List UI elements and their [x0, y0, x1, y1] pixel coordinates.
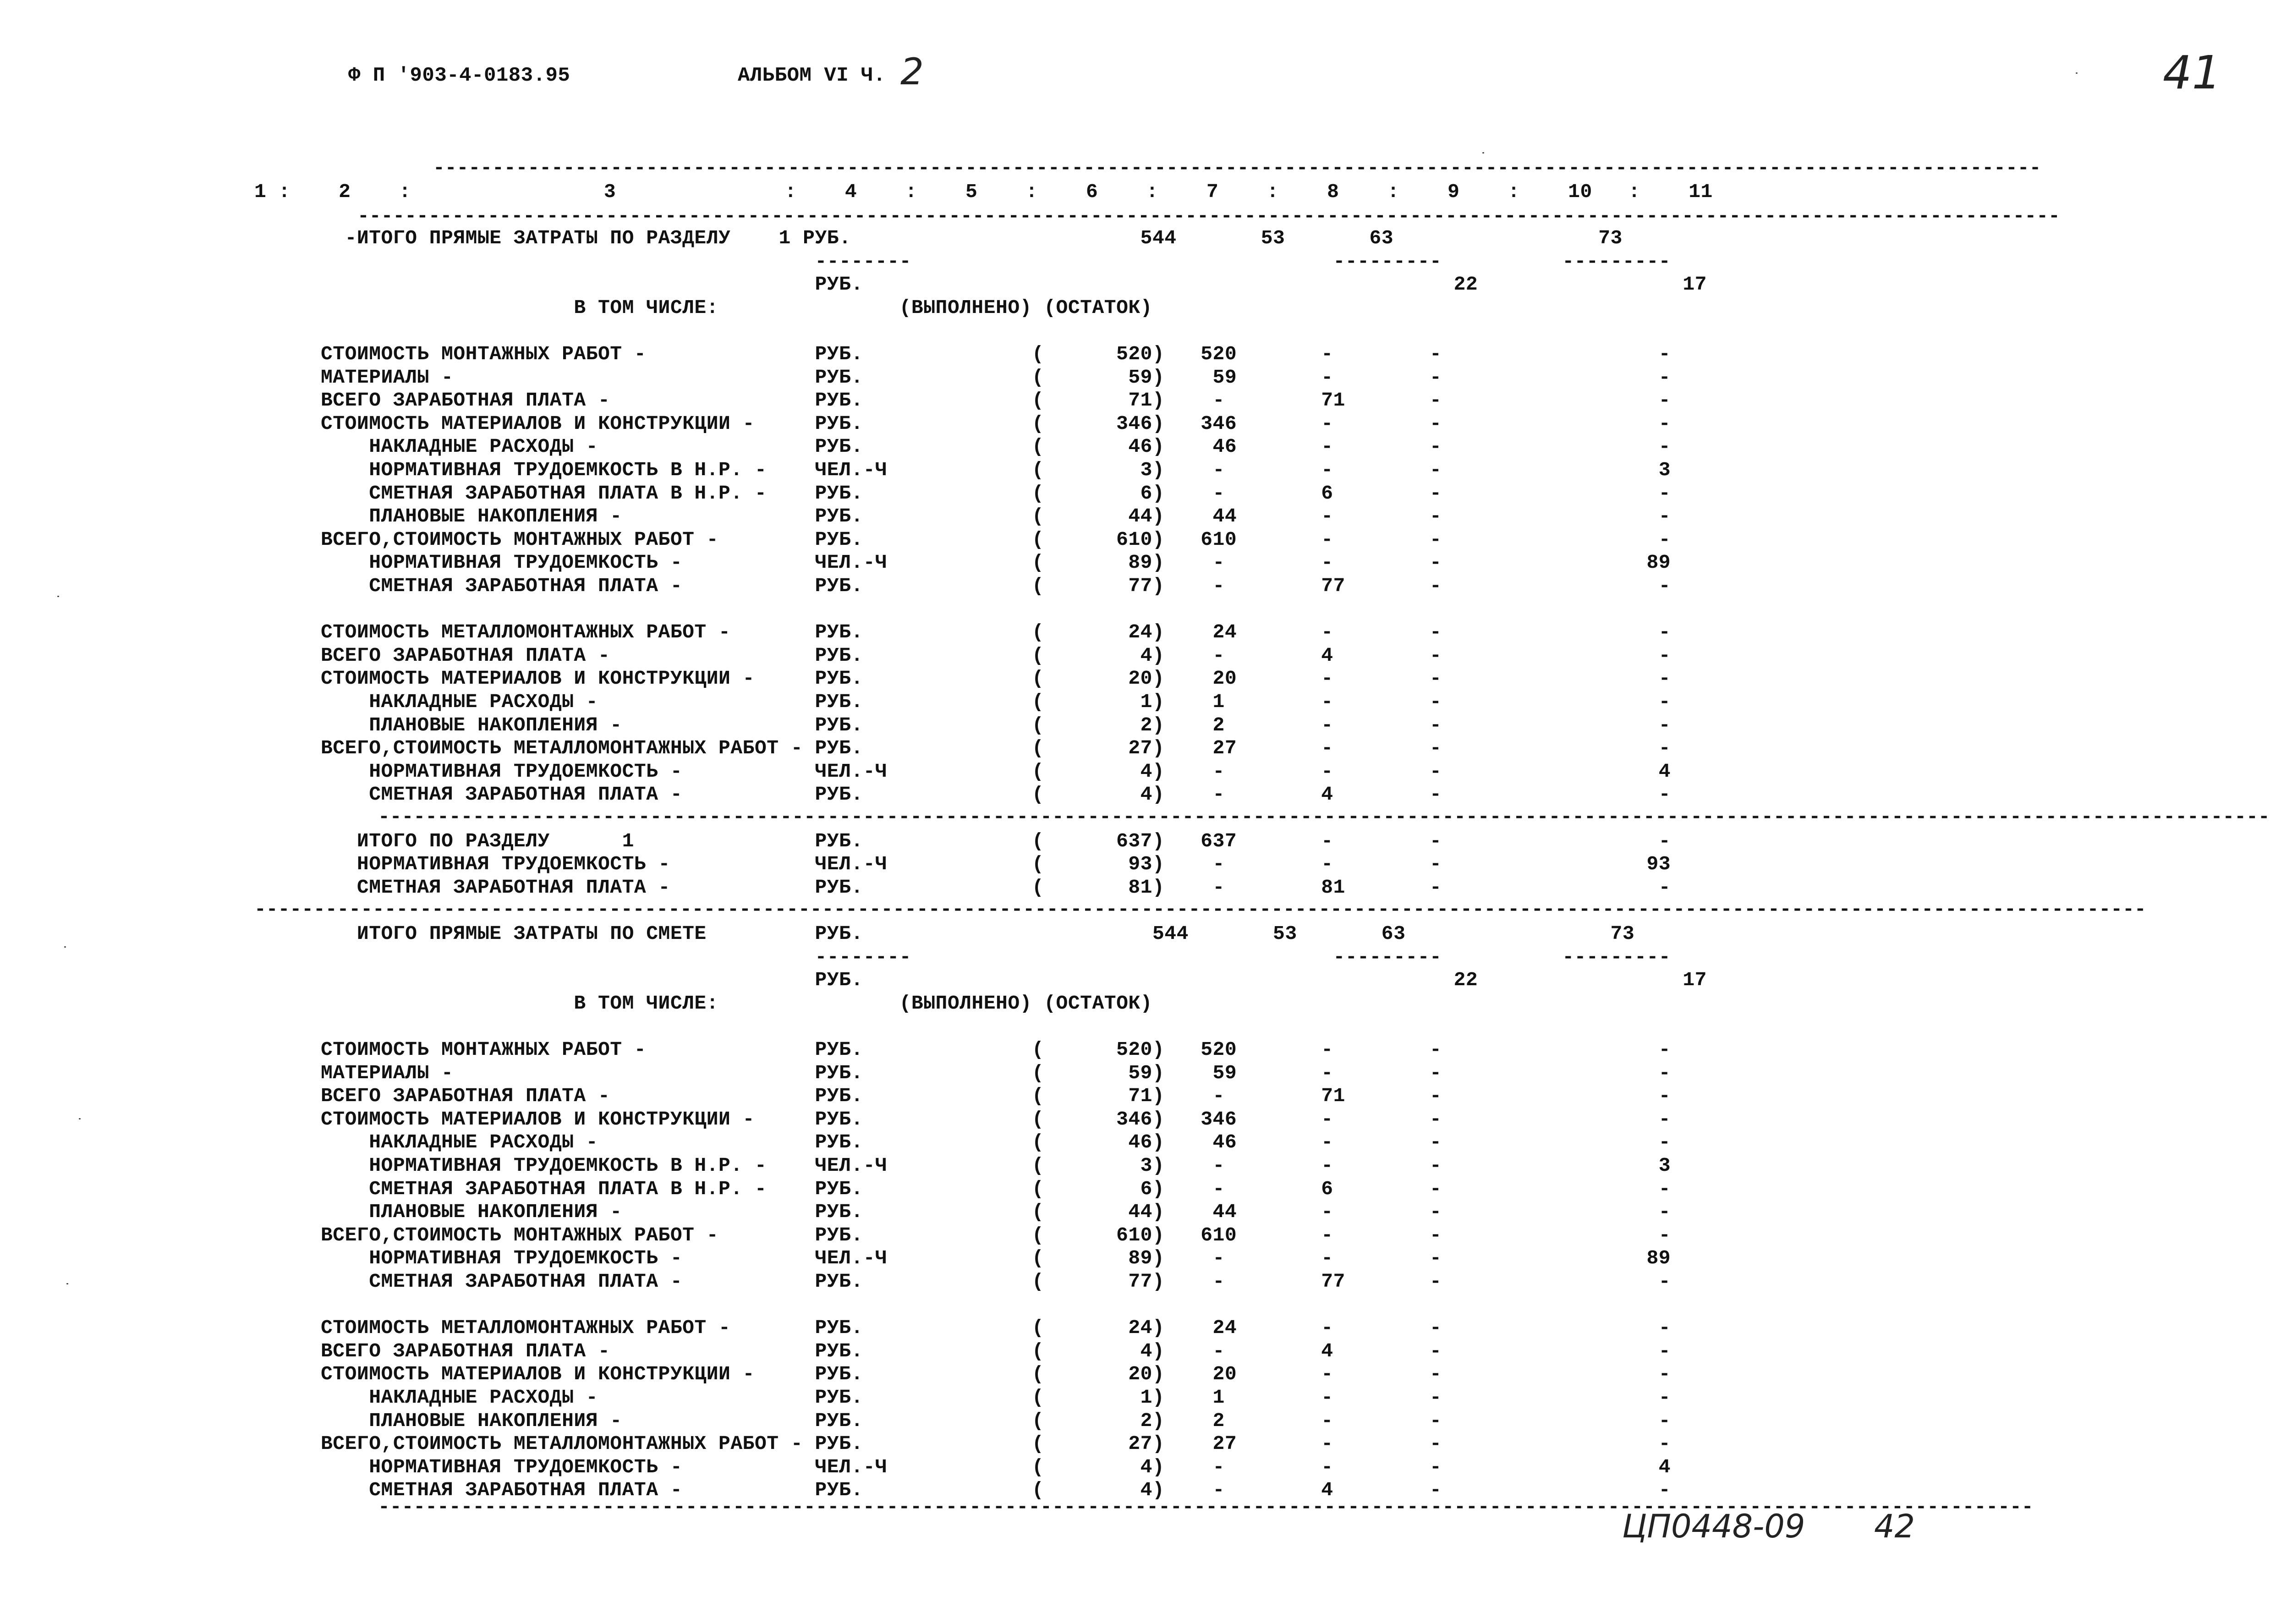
scan-speck — [57, 596, 59, 597]
estimate-body — [254, 226, 2270, 1509]
scan-speck — [66, 1283, 68, 1284]
estimate-line: -------- --------- --------- — [321, 250, 1671, 273]
estimate-line: СТОИМОСТЬ МЕТАЛЛОМОНТАЖНЫХ РАБОТ - РУБ. ( 24) 24 - - - — [321, 1317, 1671, 1339]
estimate-line: НАКЛАДНЫЕ РАСХОДЫ - РУБ. ( 1) 1 - - - — [321, 1386, 1671, 1409]
album-part-handwritten: 2 — [900, 50, 924, 93]
estimate-line: НОРМАТИВНАЯ ТРУДОЕМКОСТЬ В Н.Р. - ЧЕЛ.-Ч ( 3) - - - 3 — [321, 459, 1671, 481]
estimate-line: СТОИМОСТЬ МАТЕРИАЛОВ И КОНСТРУКЦИИ - РУБ. ( 346) 346 - - - — [321, 412, 1671, 435]
estimate-line: СМЕТНАЯ ЗАРАБОТНАЯ ПЛАТА - РУБ. ( 81) - 81 - - — [321, 876, 1671, 899]
estimate-line: СМЕТНАЯ ЗАРАБОТНАЯ ПЛАТА В Н.Р. - РУБ. ( 6) - 6 - - — [321, 1178, 1671, 1200]
estimate-line: СТОИМОСТЬ МАТЕРИАЛОВ И КОНСТРУКЦИИ - РУБ. ( 20) 20 - - - — [321, 1363, 1671, 1385]
estimate-line: РУБ. 22 17 — [321, 273, 1707, 296]
estimate-line: ПЛАНОВЫЕ НАКОПЛЕНИЯ - РУБ. ( 44) 44 - - - — [321, 1201, 1671, 1223]
estimate-line: СТОИМОСТЬ МЕТАЛЛОМОНТАЖНЫХ РАБОТ - РУБ. ( 24) 24 - - - — [321, 621, 1671, 643]
estimate-line: -------- --------- --------- — [321, 946, 1671, 968]
document-code: Ф П '903-4-0183.95 — [348, 64, 570, 87]
estimate-line: НОРМАТИВНАЯ ТРУДОЕМКОСТЬ - ЧЕЛ.-Ч ( 93) - - - 93 — [321, 853, 1671, 875]
estimate-line: СМЕТНАЯ ЗАРАБОТНАЯ ПЛАТА - РУБ. ( 4) - 4 - - — [321, 783, 1671, 806]
scan-speck — [79, 1118, 81, 1119]
scan-speck — [2076, 72, 2078, 74]
estimate-line: НОРМАТИВНАЯ ТРУДОЕМКОСТЬ - ЧЕЛ.-Ч ( 89) - - - 89 — [321, 1247, 1671, 1269]
estimate-line: СМЕТНАЯ ЗАРАБОТНАЯ ПЛАТА - РУБ. ( 4) - 4 - - — [321, 1479, 1671, 1501]
footer-doc-number: ЦП0448-09 — [1622, 1508, 1805, 1545]
estimate-line: ИТОГО ПРЯМЫЕ ЗАТРАТЫ ПО СМЕТЕ РУБ. 544 53 63 73 — [321, 922, 1635, 945]
estimate-line: СТОИМОСТЬ МОНТАЖНЫХ РАБОТ - РУБ. ( 520) 520 - - - — [321, 343, 1671, 365]
estimate-line: ВСЕГО,СТОИМОСТЬ МОНТАЖНЫХ РАБОТ - РУБ. ( 610) 610 - - - — [321, 1224, 1671, 1246]
estimate-line: НОРМАТИВНАЯ ТРУДОЕМКОСТЬ - ЧЕЛ.-Ч ( 89) - - - 89 — [321, 551, 1671, 574]
estimate-line: ПЛАНОВЫЕ НАКОПЛЕНИЯ - РУБ. ( 44) 44 - - - — [321, 505, 1671, 527]
estimate-line: МАТЕРИАЛЫ - РУБ. ( 59) 59 - - - — [321, 366, 1671, 389]
estimate-line: -ИТОГО ПРЯМЫЕ ЗАТРАТЫ ПО РАЗДЕЛУ 1 РУБ. 544 53 63 73 — [321, 227, 1623, 249]
estimate-line: ИТОГО ПО РАЗДЕЛУ 1 РУБ. ( 637) 637 - - - — [321, 830, 1671, 852]
estimate-line: ВСЕГО ЗАРАБОТНАЯ ПЛАТА - РУБ. ( 4) - 4 - - — [321, 1340, 1671, 1362]
estimate-line: ВСЕГО ЗАРАБОТНАЯ ПЛАТА - РУБ. ( 71) - 71 - - — [321, 389, 1671, 411]
estimate-line: СМЕТНАЯ ЗАРАБОТНАЯ ПЛАТА - РУБ. ( 77) - 77 - - — [321, 575, 1671, 597]
column-numbers-rule: ------------------------------------------------------------------------------------------------------------------------------------------------ — [357, 205, 2060, 227]
estimate-line: НОРМАТИВНАЯ ТРУДОЕМКОСТЬ - ЧЕЛ.-Ч ( 4) - - - 4 — [321, 1456, 1671, 1478]
estimate-line: СМЕТНАЯ ЗАРАБОТНАЯ ПЛАТА В Н.Р. - РУБ. ( 6) - 6 - - — [321, 482, 1671, 505]
estimate-line: ПЛАНОВЫЕ НАКОПЛЕНИЯ - РУБ. ( 2) 2 - - - — [321, 1410, 1671, 1432]
estimate-line: НОРМАТИВНАЯ ТРУДОЕМКОСТЬ - ЧЕЛ.-Ч ( 4) - - - 4 — [321, 760, 1671, 783]
footer-page-number: 42 — [1874, 1508, 1915, 1545]
estimate-line: ВСЕГО,СТОИМОСТЬ МОНТАЖНЫХ РАБОТ - РУБ. ( 610) 610 - - - — [321, 528, 1671, 551]
estimate-line: В ТОМ ЧИСЛЕ: (ВЫПОЛНЕНО) (ОСТАТОК) — [321, 296, 1152, 319]
estimate-line: ПЛАНОВЫЕ НАКОПЛЕНИЯ - РУБ. ( 2) 2 - - - — [321, 714, 1671, 736]
estimate-line: СТОИМОСТЬ МОНТАЖНЫХ РАБОТ - РУБ. ( 520) 520 - - - — [321, 1038, 1671, 1061]
album-label: АЛЬБОМ VI Ч. — [738, 64, 886, 87]
top-rule: ---------------------------------------------------------------------------------------------------------------------------------------- — [433, 157, 2041, 179]
estimate-line: НАКЛАДНЫЕ РАСХОДЫ - РУБ. ( 46) 46 - - - — [321, 1131, 1671, 1153]
estimate-line: ВСЕГО ЗАРАБОТНАЯ ПЛАТА - РУБ. ( 4) - 4 - - — [321, 644, 1671, 667]
estimate-line: НАКЛАДНЫЕ РАСХОДЫ - РУБ. ( 1) 1 - - - — [321, 691, 1671, 713]
estimate-line: РУБ. 22 17 — [321, 969, 1707, 991]
bottom-rule: -------------------------------------------------------------------------------------------------------------------------------------------- — [378, 1496, 2034, 1518]
section-subtotal-rule: ---------------------------------------------------------------------------------------------------------------------------------------------------------------- — [378, 806, 2270, 828]
estimate-line: ВСЕГО,СТОИМОСТЬ МЕТАЛЛОМОНТАЖНЫХ РАБОТ - РУБ. ( 27) 27 - - - — [321, 1432, 1671, 1455]
estimate-line: СТОИМОСТЬ МАТЕРИАЛОВ И КОНСТРУКЦИИ - РУБ. ( 346) 346 - - - — [321, 1108, 1671, 1130]
estimate-line: ВСЕГО ЗАРАБОТНАЯ ПЛАТА - РУБ. ( 71) - 71 - - — [321, 1085, 1671, 1107]
scan-speck — [1482, 152, 1484, 154]
estimate-line: НОРМАТИВНАЯ ТРУДОЕМКОСТЬ В Н.Р. - ЧЕЛ.-Ч ( 3) - - - 3 — [321, 1154, 1671, 1177]
page-mark-handwritten: 41 — [2163, 46, 2221, 99]
section-full-rule: ---------------------------------------------------------------------------------------------------------------------------------------------------------------- — [254, 898, 2146, 921]
estimate-line: СМЕТНАЯ ЗАРАБОТНАЯ ПЛАТА - РУБ. ( 77) - 77 - - — [321, 1270, 1671, 1293]
estimate-line: МАТЕРИАЛЫ - РУБ. ( 59) 59 - - - — [321, 1062, 1671, 1084]
estimate-line: СТОИМОСТЬ МАТЕРИАЛОВ И КОНСТРУКЦИИ - РУБ. ( 20) 20 - - - — [321, 667, 1671, 690]
column-numbers: 1 : 2 : 3 : 4 : 5 : 6 : 7 : 8 : 9 : 10 : 11 — [254, 181, 1713, 203]
scan-speck — [64, 946, 66, 948]
estimate-line: ВСЕГО,СТОИМОСТЬ МЕТАЛЛОМОНТАЖНЫХ РАБОТ - РУБ. ( 27) 27 - - - — [321, 737, 1671, 759]
estimate-line: В ТОМ ЧИСЛЕ: (ВЫПОЛНЕНО) (ОСТАТОК) — [321, 992, 1152, 1015]
estimate-line: НАКЛАДНЫЕ РАСХОДЫ - РУБ. ( 46) 46 - - - — [321, 435, 1671, 458]
